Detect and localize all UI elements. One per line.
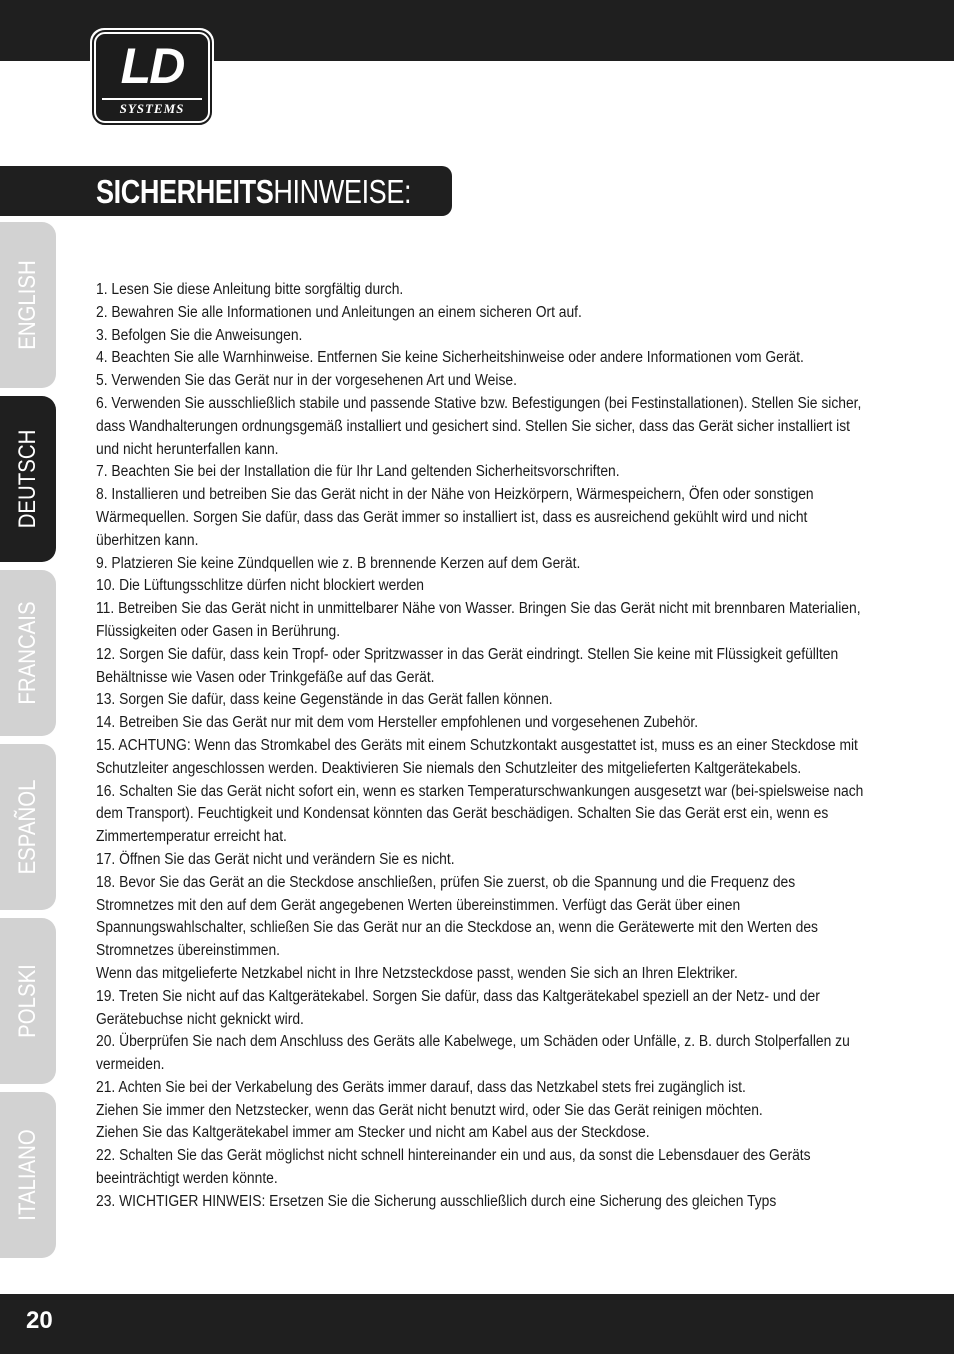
instruction-item: 8. Installieren und betreiben Sie das Gerät nicht in der Nähe von Heizkörpern, Wärmespeichern, Öfen oder sonstigen Wärmequellen. Sorgen Sie dafür, dass das Gerät immer so installiert ist, dass es ausreichend gekühlt wird und nicht überhitzen kann. xyxy=(96,486,814,549)
tab-label: FRANCAIS xyxy=(14,601,41,705)
tab-francais[interactable] xyxy=(0,570,56,736)
instruction-item: Ziehen Sie das Kaltgerätekabel immer am Stecker und nicht am Kabel aus der Steckdose. xyxy=(96,1124,650,1142)
instruction-item: 20. Überprüfen Sie nach dem Anschluss des Geräts alle Kabelwege, um Schäden oder Unfälle, z. B. durch Stolperfallen zu vermeiden. xyxy=(96,1033,850,1074)
tab-label: ESPAÑOL xyxy=(14,779,41,875)
page-title-bold: SICHERHEITS xyxy=(96,173,274,210)
instruction-item: 3. Befolgen Sie die Anweisungen. xyxy=(96,326,303,344)
instruction-item: 22. Schalten Sie das Gerät möglichst nicht schnell hintereinander ein und aus, da sonst die Lebensdauer des Geräts beeinträchtigt werden könnte. xyxy=(96,1147,811,1188)
page-number: 20 xyxy=(26,1307,53,1334)
instruction-item: 18. Bevor Sie das Gerät an die Steckdose anschließen, prüfen Sie zuerst, ob die Spannung und die Frequenz des Stromnetzes mit den auf dem Gerät angegebenen Werten übereinstimmen. Verfügt das Gerät über einen Spannungswahlschalter, schließen Sie das Gerät nur an die Steckdose an, wenn die Gerätewerte mit den Werten des Stromnetzes übereinstimmen. xyxy=(96,873,818,960)
tab-deutsch[interactable] xyxy=(0,396,56,562)
instruction-item: 11. Betreiben Sie das Gerät nicht in unmittelbarer Nähe von Wasser. Bringen Sie das Gerät nicht mit brennbaren Materialien, Flüssigkeiten oder Gasen in Berührung. xyxy=(96,600,861,640)
instruction-item: 12. Sorgen Sie dafür, dass kein Tropf- oder Spritzwasser in das Gerät eindringt. Stellen Sie keine mit Flüssigkeit gefüllten Behältnisse wie Vasen oder Trinkgefäße auf das Gerät. xyxy=(96,645,839,686)
instruction-item: 9. Platzieren Sie keine Zündquellen wie z. B brennende Kerzen auf dem Gerät. xyxy=(96,554,581,572)
instruction-item: 4. Beachten Sie alle Warnhinweise. Entfernen Sie keine Sicherheitshinweise oder andere Informationen vom Gerät. xyxy=(96,349,804,367)
tab-polski[interactable] xyxy=(0,918,56,1084)
tab-label: ITALIANO xyxy=(14,1129,41,1221)
instruction-item: 21. Achten Sie bei der Verkabelung des Geräts immer darauf, dass das Netzkabel stets frei zugänglich ist. xyxy=(96,1078,746,1096)
instruction-item: 10. Die Lüftungsschlitze dürfen nicht blockiert werden xyxy=(96,577,425,595)
instruction-item: 14. Betreiben Sie das Gerät nur mit dem vom Hersteller empfohlenen und vorgesehenen Zubehör. xyxy=(96,714,699,732)
instruction-item: 17. Öffnen Sie das Gerät nicht und verändern Sie es nicht. xyxy=(96,850,455,868)
safety-instructions xyxy=(96,279,866,1214)
instruction-item: 19. Treten Sie nicht auf das Kaltgerätekabel. Sorgen Sie dafür, dass das Kaltgerätekabel speziell an der Netz- und der Gerätebuchse nicht geknickt wird. xyxy=(96,987,820,1028)
instruction-item: 23. WICHTIGER HINWEIS: Ersetzen Sie die Sicherung ausschließlich durch eine Sicherung des gleichen Typs xyxy=(96,1192,777,1210)
logo-subtitle: SYSTEMS xyxy=(102,98,202,117)
tab-italiano[interactable] xyxy=(0,1092,56,1258)
instruction-item: Ziehen Sie immer den Netzstecker, wenn das Gerät nicht benutzt wird, oder Sie das Gerät reinigen möchten. xyxy=(96,1101,763,1119)
footer-bar xyxy=(0,1294,954,1354)
tab-label: POLSKI xyxy=(14,964,41,1038)
instruction-item: 13. Sorgen Sie dafür, dass keine Gegenstände in das Gerät fallen können. xyxy=(96,691,553,709)
instruction-item: 2. Bewahren Sie alle Informationen und Anleitungen an einem sicheren Ort auf. xyxy=(96,303,582,321)
tab-english[interactable] xyxy=(0,222,56,388)
instruction-item: Wenn das mitgelieferte Netzkabel nicht in Ihre Netzsteckdose passt, wenden Sie sich an Ihren Elektriker. xyxy=(96,964,738,982)
instruction-item: 5. Verwenden Sie das Gerät nur in der vorgesehenen Art und Weise. xyxy=(96,372,517,390)
page-title xyxy=(96,172,411,212)
tab-label: DEUTSCH xyxy=(14,429,41,529)
instruction-item: 16. Schalten Sie das Gerät nicht sofort ein, wenn es starken Temperaturschwankungen ausgesetzt war (bei-spielsweise nach dem Transport). Feuchtigkeit und Kondensat könnten das Gerät beschädigen. Schalten Sie das Gerät erst ein, wenn es Zimmertemperatur erreicht hat. xyxy=(96,782,864,846)
page-title-light: HINWEISE: xyxy=(273,173,412,210)
instruction-item: 1. Lesen Sie diese Anleitung bitte sorgfältig durch. xyxy=(96,281,404,298)
tab-label: ENGLISH xyxy=(14,260,41,350)
instruction-item: 6. Verwenden Sie ausschließlich stabile und passende Stative bzw. Befestigungen (bei Festinstallationen). Stellen Sie sicher, dass Wandhalterungen ordnungsgemäß installiert und gesichert sind. Stellen Sie sicher, dass das Gerät sicher installiert ist und nicht herunterfallen kann. xyxy=(96,394,862,458)
logo-mark: LD xyxy=(120,38,184,94)
title-bar xyxy=(0,166,452,216)
instruction-item: 15. ACHTUNG: Wenn das Stromkabel des Geräts mit einem Schutzkontakt ausgestattet ist, muss es an einer Steckdose mit Schutzleiter angeschlossen werden. Deaktivieren Sie niemals den Schutzleiter des mitgelieferten Kaltgerätekabels. xyxy=(96,736,858,777)
ld-systems-logo xyxy=(90,28,214,127)
instruction-item: 7. Beachten Sie bei der Installation die für Ihr Land geltenden Sicherheitsvorschriften. xyxy=(96,463,620,481)
logo-badge xyxy=(94,32,210,123)
tab-espanol[interactable] xyxy=(0,744,56,910)
